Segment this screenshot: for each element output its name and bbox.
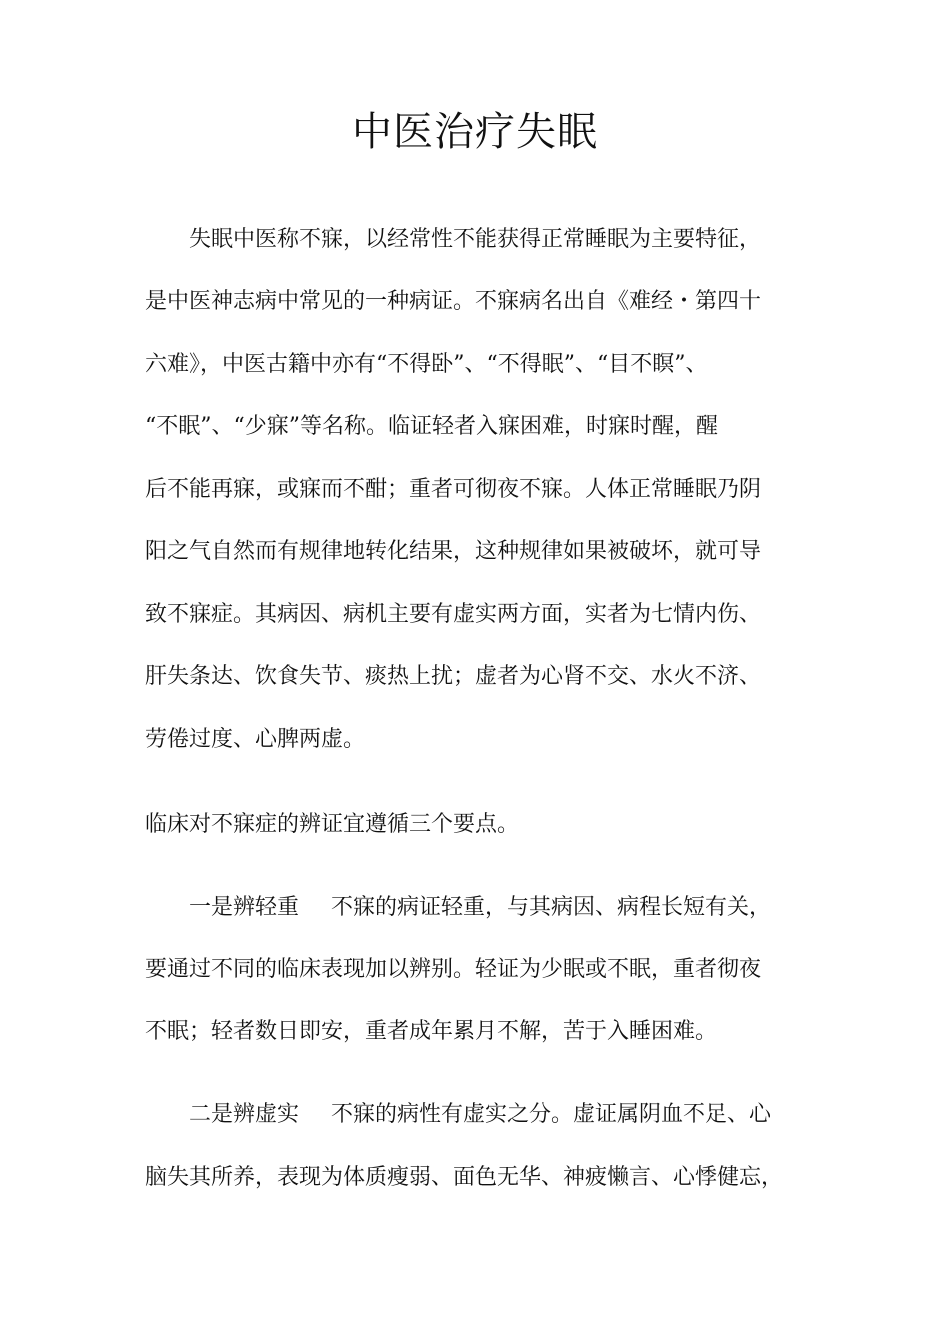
point-1-first-line: 不寐的病证轻重，与其病因、病程长短有关， [331,895,772,920]
paragraph-1-line-8: 肝失条达、饮食失节、痰热上扰；虚者为心肾不交、水火不济、 [145,664,762,689]
document-title: 中医治疗失眠 [352,109,598,155]
point-1-line-2: 要通过不同的临床表现加以辨别。轻证为少眠或不眠，重者彻夜 [145,957,762,982]
paragraph-1-line-1: 失眠中医称不寐，以经常性不能获得正常睡眠为主要特征， [189,227,762,252]
point-1-line-3: 不眠；轻者数日即安，重者成年累月不解，苦于入睡困难。 [145,1019,718,1044]
paragraph-1-line-9: 劳倦过度、心脾两虚。 [145,727,366,752]
point-2-line-2: 脑失其所养，表现为体质瘦弱、面色无华、神疲懒言、心悸健忘， [145,1165,784,1190]
paragraph-1-line-7: 致不寐症。其病因、病机主要有虚实两方面，实者为七情内伤、 [145,602,762,627]
point-2-line-1 [189,1100,789,1130]
paragraph-1-line-6: 阳之气自然而有规律地转化结果，这种规律如果被破坏，就可导 [145,539,762,564]
point-1-heading: 一是辨轻重 [189,895,300,920]
point-2-heading: 二是辨虚实 [189,1102,300,1127]
paragraph-1-line-4: “不眠”、“少寐”等名称。临证轻者入寐困难，时寐时醒，醒 [145,414,718,439]
point-2-first-line: 不寐的病性有虚实之分。虚证属阴血不足、心 [331,1102,772,1127]
paragraph-1-line-2: 是中医神志病中常见的一种病证。不寐病名出自《难经・第四十 [145,289,762,314]
point-1-line-1 [189,893,789,923]
paragraph-2: 临床对不寐症的辨证宜遵循三个要点。 [145,812,520,837]
paragraph-1-line-3: 六难》，中医古籍中亦有“不得卧”、“不得眠”、“目不瞑”、 [145,352,708,377]
paragraph-1-line-5: 后不能再寐，或寐而不酣；重者可彻夜不寐。人体正常睡眠乃阴 [145,477,762,502]
